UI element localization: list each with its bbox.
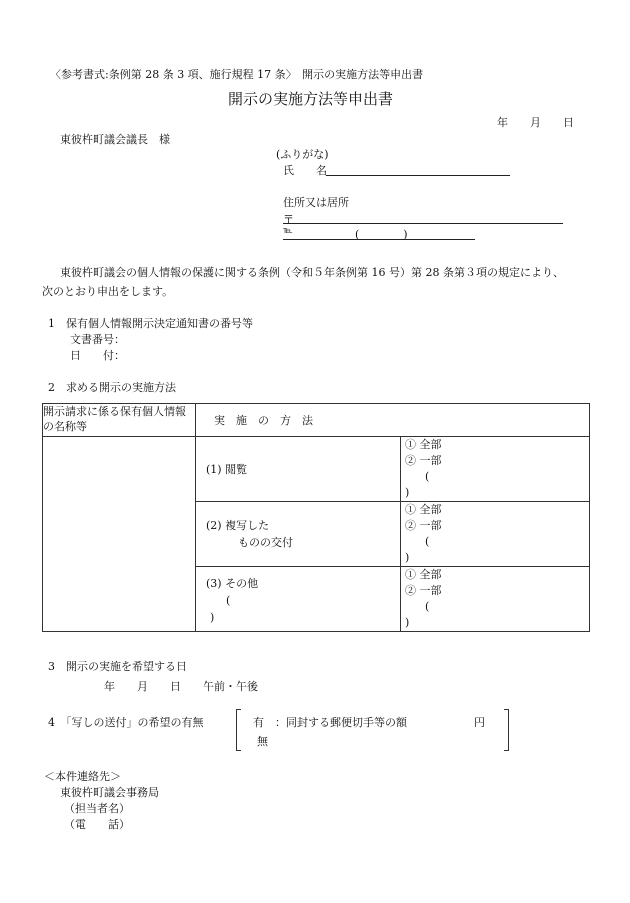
page-title: 開示の実施方法等申出書 (228, 90, 394, 108)
name-field-line[interactable] (326, 175, 510, 176)
doc-number-label: 文書番号： (70, 333, 125, 346)
name-label: 氏 名 (283, 164, 327, 177)
option-all[interactable]: ① 全部 (405, 568, 442, 581)
section-3-heading: 3 開示の実施を希望する日 (48, 660, 187, 673)
notice-date-label: 日 付： (70, 349, 125, 362)
section-2-heading: 2 求める開示の実施方法 (48, 381, 176, 394)
yen-label: 円 (474, 716, 485, 729)
option-all[interactable]: ① 全部 (405, 438, 442, 451)
preferred-date-line[interactable]: 年 月 日 午前・午後 (104, 680, 258, 693)
tel-paren: ( ) (355, 228, 408, 241)
option-all[interactable]: ① 全部 (405, 503, 442, 516)
tel-label: ℡ (283, 226, 293, 236)
address-field-line[interactable] (283, 223, 563, 224)
method-row-3: (3) その他 ( ) (196, 567, 401, 632)
disclosure-method-table (42, 403, 590, 632)
tel-field-line[interactable] (283, 239, 475, 240)
postal-mark: 〒 (283, 213, 294, 226)
reference-note: 〈参考書式:条例第 28 条 3 項、施行規程 17 条〉 開示の実施方法等申出書 (50, 68, 424, 81)
copy-send-yes[interactable]: 有 ：同封する郵便切手等の額 (253, 716, 407, 729)
intro-line-2: 次のとおり申出をします。 (42, 285, 174, 298)
contact-heading: ＜本件連絡先＞ (44, 770, 121, 783)
option-partial[interactable]: ② 一部 (405, 519, 442, 532)
method-row-1: (1) 閲覧 (196, 437, 401, 502)
table-header-info-name: 開示請求に係る保有個人情報の名称等 (43, 404, 196, 437)
contact-phone: （電 話） (64, 818, 130, 831)
bracket-left (236, 709, 241, 751)
option-partial[interactable]: ② 一部 (405, 584, 442, 597)
furigana-label: (ふりがな) (276, 148, 329, 161)
option-cell-1[interactable]: ① 全部 ② 一部 ( ) (401, 437, 590, 502)
date-line: 年 月 日 (497, 116, 574, 129)
method-row-2: (2) 複写した ものの交付 (196, 502, 401, 567)
option-cell-3[interactable]: ① 全部 ② 一部 ( ) (401, 567, 590, 632)
address-label: 住所又は居所 (283, 196, 349, 209)
contact-office: 東彼杵町議会事務局 (60, 786, 159, 799)
section-1-heading: 1 保有個人情報開示決定通知書の番号等 (48, 317, 253, 330)
addressee: 東彼杵町議会議長 様 (60, 133, 170, 146)
contact-person: （担当者名） (64, 802, 130, 815)
bracket-right (504, 709, 509, 751)
option-cell-2[interactable]: ① 全部 ② 一部 ( ) (401, 502, 590, 567)
option-partial[interactable]: ② 一部 (405, 454, 442, 467)
intro-line-1: 東彼杵町議会の個人情報の保護に関する条例（令和５年条例第 16 号）第 28 条第３項の規定により、 (60, 266, 564, 279)
copy-send-no[interactable]: 無 (257, 735, 268, 748)
section-4-heading: 4 「写しの送付」の希望の有無 (48, 716, 204, 729)
table-header-method: 実 施 の 方 法 (196, 404, 590, 437)
info-name-cell[interactable] (43, 437, 196, 632)
